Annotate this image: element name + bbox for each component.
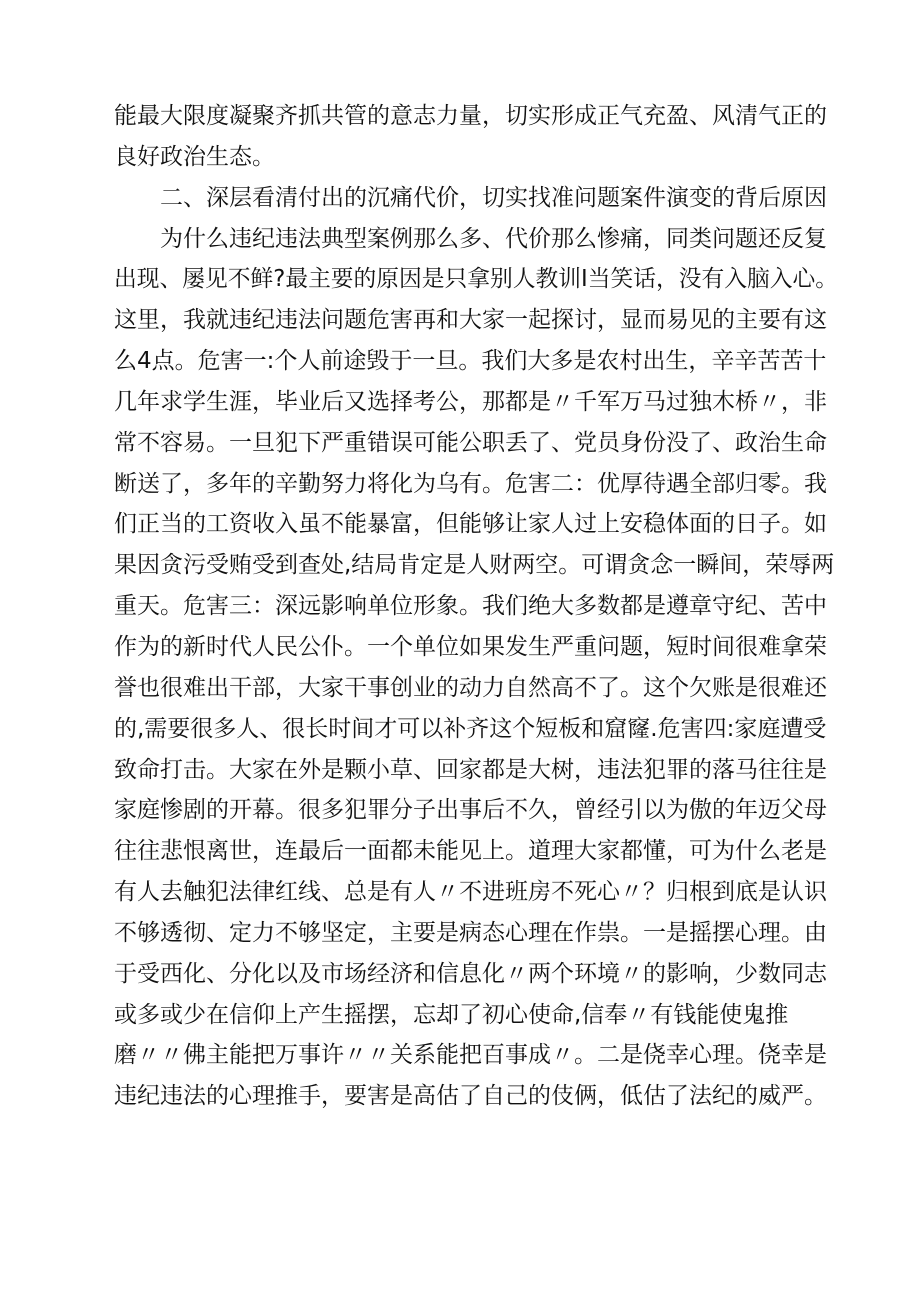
text-line: 不够透彻、定力不够坚定，主要是病态心理在作祟。一是摇摆心理。由	[114, 919, 827, 946]
text-line: 果因贪污受贿受到查处,结局肯定是人财两空。可谓贪念一瞬间，荣辱两	[114, 552, 835, 579]
text-line: 么4点。危害一:个人前途毁于一旦。我们大多是农村出生，辛辛苦苦十	[114, 348, 827, 375]
text-line: 的,需要很多人、很长时间才可以补齐这个短板和窟窿.危害四:家庭遭受	[114, 715, 827, 742]
text-line: 往往悲恨离世，连最后一面都未能见上。道理大家都懂，可为什么老是	[114, 838, 827, 865]
text-line: 为什么违纪违法典型案例那么多、代价那么惨痛，同类问题还反复	[114, 225, 827, 252]
text-line: 良好政治生态。	[114, 143, 275, 170]
section-heading: 二、深层看清付出的沉痛代价，切实找准问题案件演变的背后原因	[114, 184, 827, 211]
text-line: 违纪违法的心理推手，要害是高估了自己的伎俩，低估了法纪的威严。	[114, 1083, 827, 1110]
text-line: 能最大限度凝聚齐抓共管的意志力量，切实形成正气充盈、风清气正的	[114, 103, 827, 129]
text-line: 重天。危害三：深远影响单位形象。我们绝大多数都是遵章守纪、苦中	[114, 593, 827, 620]
text-line: 誉也很难出干部，大家干事创业的动力自然高不了。这个欠账是很难还	[114, 674, 827, 701]
text-line: 或多或少在信仰上产生摇摆，忘却了初心使命,信奉〃有钱能使鬼推	[114, 1001, 789, 1028]
body-text	[114, 96, 838, 1117]
text-line: 断送了，多年的辛勤努力将化为乌有。危害二：优厚待遇全部归零。我	[114, 470, 827, 497]
text-line: 作为的新时代人民公仆。一个单位如果发生严重问题，短时间很难拿荣	[114, 633, 827, 660]
text-line: 几年求学生涯，毕业后又选择考公，那都是〃千军万马过独木桥〃，非	[114, 388, 827, 415]
text-line: 出现、屡见不鲜?最主要的原因是只拿别人教训I当笑话，没有入脑入心。	[114, 266, 838, 293]
text-line: 家庭惨剧的开幕。很多犯罪分子出事后不久，曾经引以为傲的年迈父母	[114, 797, 827, 824]
text-line: 有人去触犯法律红线、总是有人〃不进班房不死心〃？归根到底是认识	[114, 879, 827, 906]
text-line: 致命打击。大家在外是颗小草、回家都是大树，违法犯罪的落马往往是	[114, 756, 827, 783]
text-line: 磨〃〃佛主能把万事许〃〃关系能把百事成〃。二是侥幸心理。侥幸是	[114, 1042, 827, 1069]
text-line: 这里，我就违纪违法问题危害再和大家一起探讨，显而易见的主要有这	[114, 307, 827, 334]
text-line: 们正当的工资收入虽不能暴富，但能够让家人过上安稳体面的日子。如	[114, 511, 827, 538]
text-line: 常不容易。一旦犯下严重错误可能公职丢了、党员身份没了、政治生命	[114, 429, 827, 456]
text-line: 于受西化、分化以及市场经济和信息化〃两个环境〃的影响，少数同志	[114, 960, 827, 987]
